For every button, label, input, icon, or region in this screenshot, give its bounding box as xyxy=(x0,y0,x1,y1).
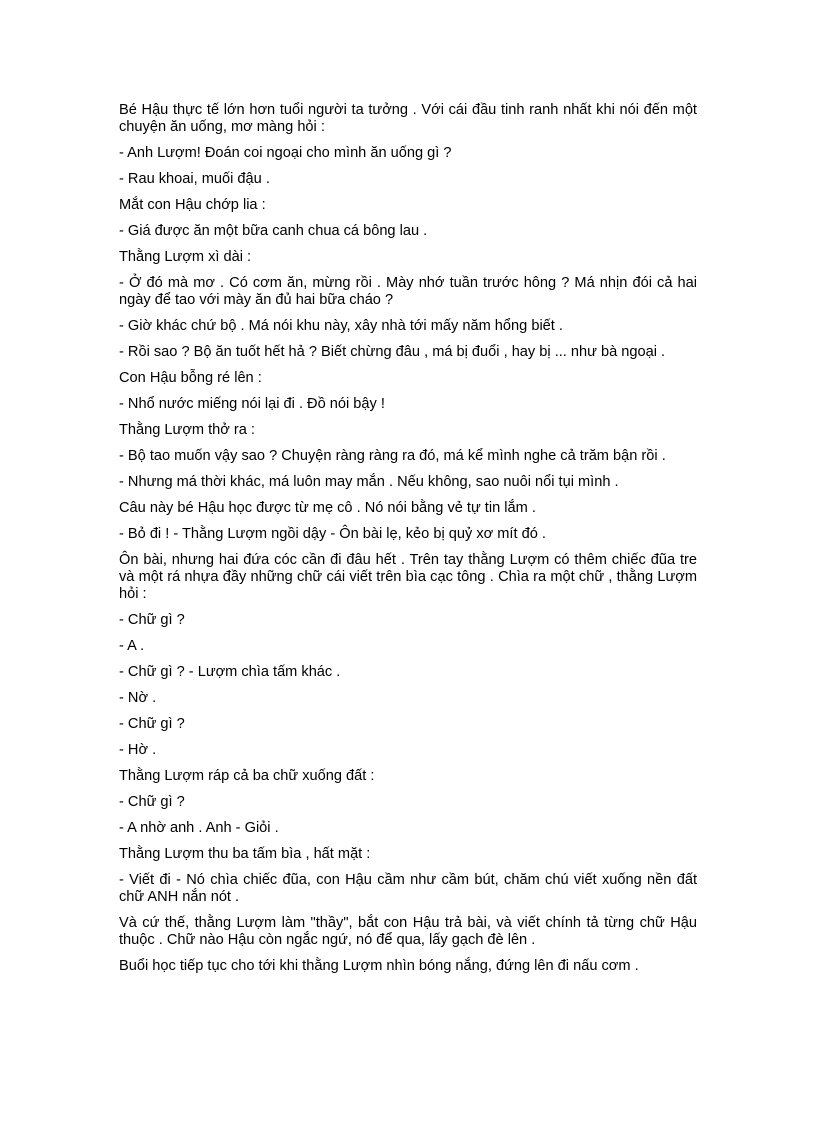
paragraph: - Chữ gì ? - Lượm chìa tấm khác . xyxy=(119,664,341,680)
paragraph: - Anh Lượm! Đoán coi ngoại cho mình ăn uống gì ? xyxy=(119,145,452,161)
paragraph: Con Hậu bỗng ré lên : xyxy=(119,370,262,386)
paragraph: Thằng Lượm thở ra : xyxy=(119,422,255,438)
paragraph: - Chữ gì ? xyxy=(119,716,185,732)
paragraph: Buổi học tiếp tục cho tới khi thằng Lượm nhìn bóng nắng, đứng lên đi nấu cơm . xyxy=(119,958,639,974)
paragraph: - Bỏ đi ! - Thằng Lượm ngồi dậy - Ôn bài lẹ, kẻo bị quỷ xơ mít đó . xyxy=(119,526,546,542)
paragraph: - Chữ gì ? xyxy=(119,612,185,628)
paragraph: Bé Hậu thực tế lớn hơn tuổi người ta tưởng . Với cái đầu tinh ranh nhất khi nói đến một chuyện ăn uống, mơ màng hỏi : xyxy=(119,102,697,135)
paragraph: Câu này bé Hậu học được từ mẹ cô . Nó nói bằng vẻ tự tin lắm . xyxy=(119,500,536,516)
paragraph: - A . xyxy=(119,638,145,654)
paragraph: - Nhổ nước miếng nói lại đi . Đồ nói bậy ! xyxy=(119,396,385,412)
paragraph: Thằng Lượm thu ba tấm bìa , hất mặt : xyxy=(119,846,371,862)
paragraph: - Chữ gì ? xyxy=(119,794,185,810)
document-page xyxy=(119,102,697,984)
paragraph: - Viết đi - Nó chìa chiếc đũa, con Hậu cầm như cầm bút, chăm chú viết xuống nền đất chữ ANH nắn nót . xyxy=(119,872,697,905)
paragraph: - Bộ tao muốn vậy sao ? Chuyện ràng ràng ra đó, má kể mình nghe cả trăm bận rồi . xyxy=(119,448,666,464)
paragraph: - Giá được ăn một bữa canh chua cá bông lau . xyxy=(119,223,428,239)
paragraph: Thằng Lượm ráp cả ba chữ xuống đất : xyxy=(119,768,375,784)
paragraph: - Nhưng má thời khác, má luôn may mắn . Nếu không, sao nuôi nổi tụi mình . xyxy=(119,474,619,490)
paragraph: Và cứ thế, thằng Lượm làm "thầy", bắt con Hậu trả bài, và viết chính tả từng chữ Hậu thuộc . Chữ nào Hậu còn ngắc ngứ, nó để qua, lấy gạch đè lên . xyxy=(119,915,697,948)
paragraph: - Nờ . xyxy=(119,690,157,706)
paragraph: Ôn bài, nhưng hai đứa cóc cần đi đâu hết . Trên tay thằng Lượm có thêm chiếc đũa tre và một rá nhựa đầy những chữ cái viết trên bìa cạc tông . Chìa ra một chữ , thằng Lượm hỏi : xyxy=(119,552,697,602)
paragraph: Mắt con Hậu chớp lia : xyxy=(119,197,266,213)
paragraph: - A nhờ anh . Anh - Giỏi . xyxy=(119,820,279,836)
paragraph: Thằng Lượm xì dài : xyxy=(119,249,252,265)
paragraph: - Rau khoai, muối đậu . xyxy=(119,171,270,187)
paragraph: - Giờ khác chứ bộ . Má nói khu này, xây nhà tới mấy năm hổng biết . xyxy=(119,318,563,334)
paragraph: - Rồi sao ? Bộ ăn tuốt hết hả ? Biết chừng đâu , má bị đuổi , hay bị ... như bà ngoại . xyxy=(119,344,666,360)
paragraph: - Hờ . xyxy=(119,742,157,758)
paragraph: - Ở đó mà mơ . Có cơm ăn, mừng rồi . Mày nhớ tuần trước hông ? Má nhịn đói cả hai ngày để tao với mày ăn đủ hai bữa cháo ? xyxy=(119,275,697,308)
